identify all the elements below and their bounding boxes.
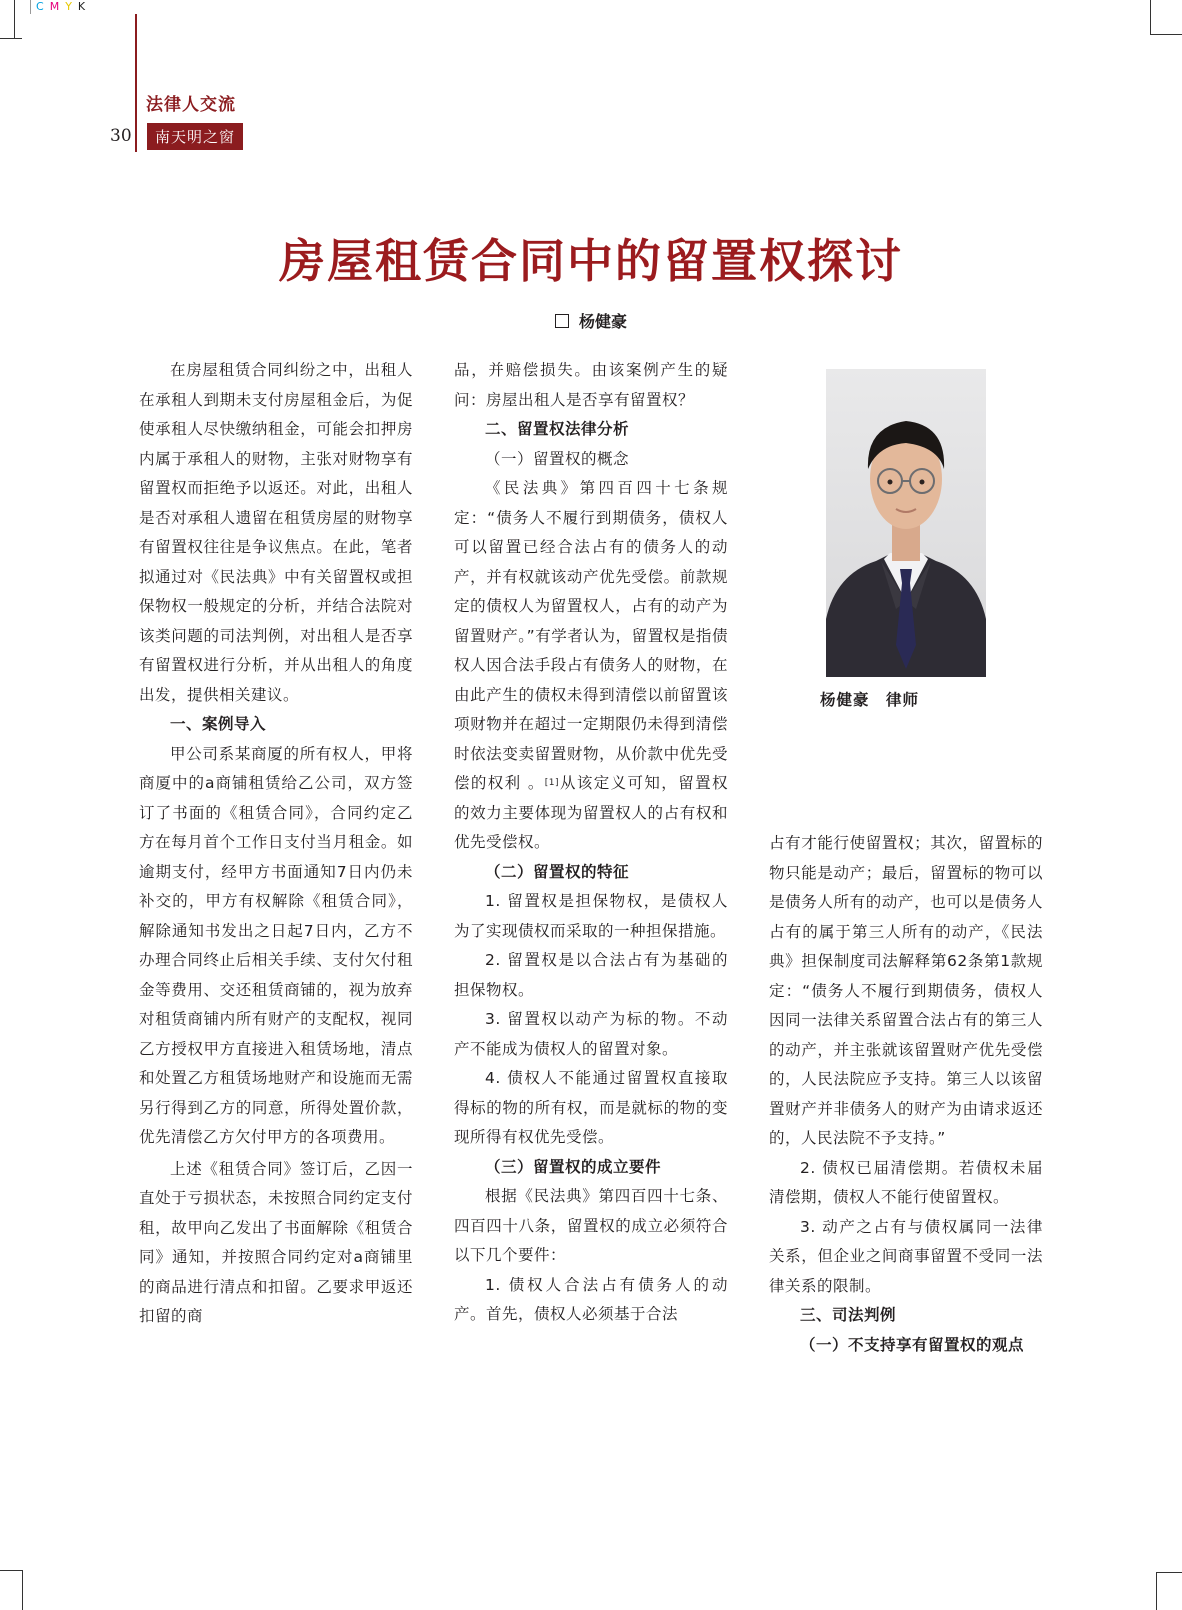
list-item: 2. 留置权是以合法占有为基础的担保物权。	[454, 951, 728, 999]
author-portrait	[826, 369, 986, 677]
page-number: 30	[110, 126, 132, 146]
text-column-left	[139, 356, 413, 1332]
subsection-heading: （一）留置权的概念	[485, 449, 630, 468]
header-rule	[135, 14, 137, 152]
crop-mark	[1156, 1572, 1182, 1573]
text-column-middle	[454, 356, 728, 1330]
paragraph-text: 从该定义可知，留置权的效力主要体现为留置权人的占有权和优先受偿权。	[454, 774, 728, 851]
column-tag: 南天明之窗	[147, 123, 243, 150]
section-heading: 二、留置权法律分析	[485, 420, 630, 438]
list-item: 1. 留置权是担保物权，是债权人为了实现债权而采取的一种担保措施。	[454, 892, 728, 940]
crop-mark	[22, 1570, 23, 1610]
text-column-right	[769, 829, 1043, 1360]
section-heading: 一、案例导入	[170, 715, 267, 733]
subsection-heading: （二）留置权的特征	[485, 862, 630, 881]
section-title: 法律人交流	[146, 95, 236, 115]
list-item: 3. 留置权以动产为标的物。不动产不能成为债权人的留置对象。	[454, 1010, 728, 1058]
registration-bar	[30, 0, 31, 14]
list-item: 2. 债权已届清偿期。若债权未届清偿期，债权人不能行使留置权。	[769, 1158, 1043, 1206]
author-name: 杨健豪	[578, 312, 627, 331]
footnote-ref: [1]	[544, 778, 560, 788]
paragraph: 上述《租赁合同》签订后，乙因一直处于亏损状态，未按照合同约定支付租，故甲向乙发出了书面解除《租赁合同》通知，并按照合同约定对a商铺里的商品进行清点和扣留。乙要求甲返还扣留的商	[139, 1159, 413, 1325]
author-photo	[826, 369, 986, 677]
crop-mark	[14, 0, 15, 38]
crop-mark	[0, 38, 22, 39]
crop-mark	[1150, 0, 1151, 34]
article-title: 房屋租赁合同中的留置权探讨	[279, 234, 903, 288]
paragraph-text: 《民法典》第四百四十七条规定：“债务人不履行到期债务，债权人可以留置已经合法占有的债务人的动产，并有权就该动产优先受偿。前款规定的债权人为留置权人，占有的动产为留置财产。”有学者认为，留置权是指债权人因合法手段占有债务人的财物，在由此产生的债权未得到清偿以前留置该项财物并在超过一定期限仍未得到清偿时依法变卖留置财物，从价款中优先受偿的权利 。	[454, 479, 728, 792]
paragraph	[454, 474, 728, 858]
subsection-heading: （一）不支持享有留置权的观点	[800, 1335, 1025, 1354]
section-heading: 三、司法判例	[800, 1306, 897, 1324]
list-item: 3. 动产之占有与债权属同一法律关系，但企业之间商事留置不受同一法律关系的限制。	[769, 1217, 1043, 1295]
printer-color-marks: CMYK	[36, 0, 92, 13]
byline	[0, 309, 1182, 332]
list-item: 4. 债权人不能通过留置权直接取得标的物的所有权，而是就标的物的变现所得有权优先受偿。	[454, 1069, 728, 1146]
crop-mark	[1150, 34, 1182, 35]
paragraph: 甲公司系某商厦的所有权人，甲将商厦中的a商铺租赁给乙公司，双方签订了书面的《租赁合同》，合同约定乙方在每月首个工作日支付当月租金。如逾期支付，经甲方书面通知7日内仍未补交的，甲方有权解除《租赁合同》，解除通知书发出之日起7日内，乙方不办理合同终止后相关手续、支付欠付租金等费用、交还租赁商铺的，视为放弃对租赁商铺内所有财产的支配权，视同乙方授权甲方直接进入租赁场地，清点和处置乙方租赁场地财产和设施而无需另行得到乙方的同意，所得处置价款，优先清偿乙方欠付甲方的各项费用。	[139, 744, 413, 1146]
list-item: 1. 债权人合法占有债务人的动产。首先，债权人必须基于合法	[454, 1275, 728, 1323]
subsection-heading: （三）留置权的成立要件	[485, 1157, 662, 1176]
paragraph: 根据《民法典》第四百四十七条、四百四十八条，留置权的成立必须符合以下几个要件：	[454, 1187, 728, 1264]
crop-mark	[0, 1570, 22, 1571]
paragraph: 品，并赔偿损失。由该案例产生的疑问：房屋出租人是否享有留置权？	[454, 361, 728, 409]
square-icon	[555, 314, 569, 328]
paragraph: 在房屋租赁合同纠纷之中，出租人在承租人到期未支付房屋租金后，为促使承租人尽快缴纳租金，可能会扣押房内属于承租人的财物，主张对财物享有留置权而拒绝予以返还。对此，出租人是否对承租人遗留在租赁房屋的财物享有留置权往往是争议焦点。在此，笔者拟通过对《民法典》中有关留置权或担保物权一般规定的分析，并结合法院对该类问题的司法判例，对出租人是否享有留置权进行分析，并从出租人的角度出发，提供相关建议。	[139, 361, 413, 704]
paragraph: 占有才能行使留置权；其次，留置标的物只能是动产；最后，留置标的物可以是债务人所有的动产，也可以是债务人占有的属于第三人所有的动产，《民法典》担保制度司法解释第62条第1款规定：“债务人不履行到期债务，债权人因同一法律关系留置合法占有的第三人的动产，并主张就该留置财产优先受偿的，人民法院应予支持。第三人以该留置财产并非债务人的财产为由请求返还的，人民法院不予支持。”	[769, 834, 1043, 1147]
crop-mark	[1156, 1572, 1157, 1610]
photo-caption: 杨健豪 律师	[820, 691, 920, 709]
